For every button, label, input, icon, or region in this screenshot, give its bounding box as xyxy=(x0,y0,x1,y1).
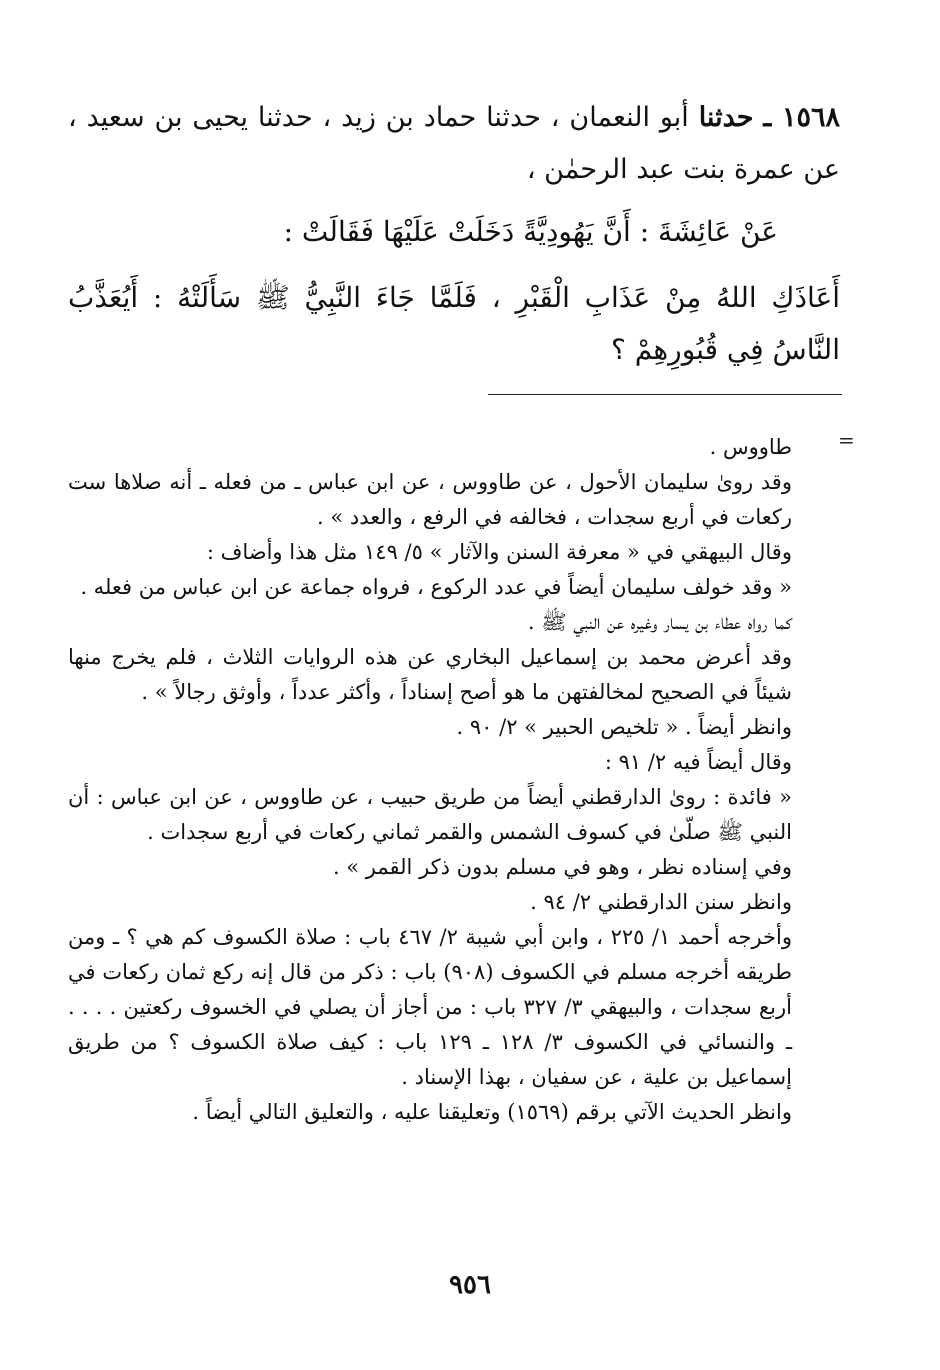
footnote-paragraph: وقال البيهقي في « معرفة السنن والآثار » ٥/ ١٤٩ مثل هذا وأضاف : xyxy=(206,540,792,564)
footnote-paragraph: وانظر سنن الدارقطني ٢/ ٩٤ . xyxy=(530,890,792,914)
footnote-paragraph: وفي إسناده نظر ، وهو في مسلم بدون ذكر القمر » . xyxy=(332,855,792,879)
footnote-separator xyxy=(488,394,842,395)
footnote-paragraph: وقد أعرض محمد بن إسماعيل البخاري عن هذه الروايات الثلاث ، فلم يخرج منها شيئاً في الصحيح لمخالفتهن ما هو أصح إسناداً ، وأكثر عدداً ، وأوثق رجالاً » . xyxy=(68,645,792,704)
footnote-paragraph: وقد رویٰ سليمان الأحول ، عن طاووس ، عن ابن عباس ـ من فعله ـ أنه صلاها ست ركعات في أربع سجدات ، فخالفه في الرفع ، والعدد » . xyxy=(68,470,792,529)
footnote-continuation-mark: = xyxy=(838,428,855,452)
footnote-paragraph: « وقد خولف سليمان أيضاً في عدد الركوع ، فرواه جماعة عن ابن عباس من فعله . xyxy=(80,575,792,599)
hadith-isnad xyxy=(68,92,840,196)
footnote-paragraph: وانظر الحديث الآتي برقم (١٥٦٩) وتعليقنا عليه ، والتعليق التالي أيضاً . xyxy=(192,1100,792,1124)
hadith-block xyxy=(68,92,840,376)
footnote-paragraph: « فائدة : رویٰ الدارقطني أيضاً من طريق حبيب ، عن طاووس ، عن ابن عباس : أن النبي ﷺ صلّىٰ في كسوف الشمس والقمر ثماني ركعات في أربع سجدات . xyxy=(68,785,792,844)
footnote-paragraph: وانظر أيضاً . « تلخيص الحبير » ٢/ ٩٠ . xyxy=(456,715,792,739)
hadith-isnad-text: أبو النعمان ، حدثنا حماد بن زيد ، حدثنا يحيى بن سعيد ، عن عمرة بنت عبد الرحمٰن ، xyxy=(68,102,840,185)
footnote-paragraph: كما رواه عطاء بن يسار وغيره عن النبي ﷺ . xyxy=(527,610,792,634)
footnote-paragraph: وأخرجه أحمد ١/ ٢٢٥ ، وابن أبي شيبة ٢/ ٤٦٧ باب : صلاة الكسوف كم هي ؟ ـ ومن طريقه أخرجه مسلم في الكسوف (٩٠٨) باب : ذكر من قال إنه ركع ثمان ركعات في أربع سجدات ، والبيهقي ٣/ ٣٢٧ باب : من أجاز أن يصلي في الخسوف ركعتين . . . . ـ والنسائي في الكسوف ٣/ ١٢٨ ـ ١٢٩ باب : كيف صلاة الكسوف ؟ من طريق إسماعيل بن علية ، عن سفيان ، بهذا الإسناد . xyxy=(68,925,792,1089)
page-number: ٩٥٦ xyxy=(449,1270,491,1300)
hadith-matn-line-1: عَنْ عَائِشَةَ : أَنَّ يَهُودِيَّةً دَخَلَتْ عَلَيْهَا فَقَالَتْ : xyxy=(283,215,778,248)
hadith-matn-line-2: أَعَاذَكِ اللهُ مِنْ عَذَابِ الْقَبْرِ ، فَلَمَّا جَاءَ النَّبِيُّ ﷺ سَأَلَتْهُ : أَيُعَذَّبُ النَّاسُ فِي قُبُورِهِمْ ؟ xyxy=(68,281,840,366)
hadith-number: ١٥٦٨ ـ xyxy=(763,102,840,133)
hadith-keyword: حدثنا xyxy=(698,102,754,133)
footnote-paragraph: وقال أيضاً فيه ٢/ ٩١ : xyxy=(604,750,792,774)
footnote-paragraph: طاووس . xyxy=(709,435,792,459)
footnotes xyxy=(68,430,792,1130)
